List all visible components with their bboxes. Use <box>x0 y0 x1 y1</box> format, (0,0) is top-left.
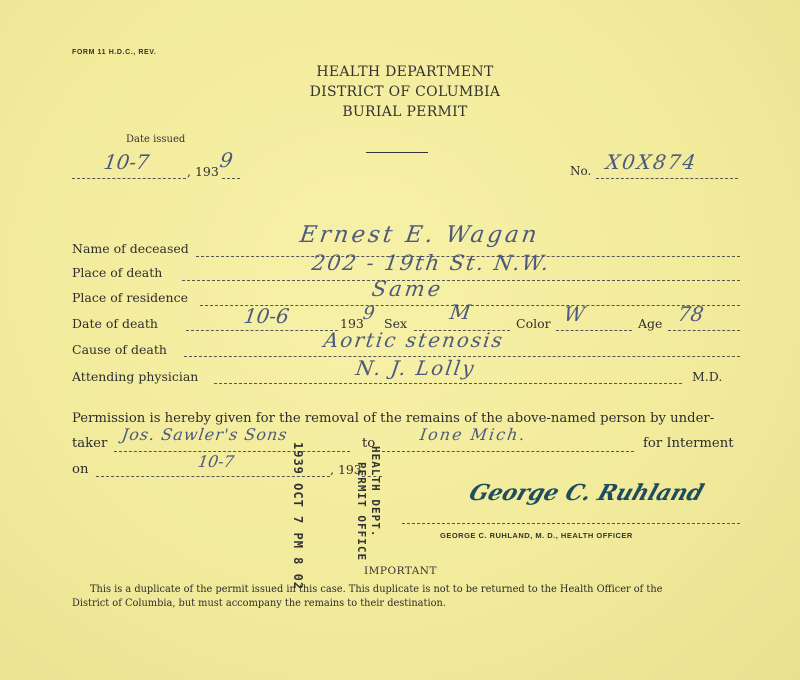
sex-value: M <box>448 300 473 324</box>
date-of-death-line <box>186 330 338 331</box>
header-permit-title: BURIAL PERMIT <box>342 104 468 120</box>
header-department: HEALTH DEPARTMENT <box>316 64 494 80</box>
cause-value: Aortic stenosis <box>322 328 506 352</box>
name-value: Ernest E. Wagan <box>298 222 542 248</box>
age-label: Age <box>638 316 663 331</box>
permit-number-value: X0X874 <box>604 150 700 174</box>
permit-number-label: No. <box>570 164 592 178</box>
header-divider <box>366 152 428 153</box>
permit-number-line <box>596 178 738 179</box>
color-value: W <box>562 302 587 326</box>
place-of-death-label: Place of death <box>72 265 163 280</box>
place-of-death-line <box>182 280 740 281</box>
undertaker-label: taker <box>72 436 108 451</box>
stamp-office-line-2: PERMIT OFFICE <box>355 462 368 562</box>
physician-line <box>214 383 682 384</box>
important-line-2: District of Columbia, but must accompany the remains to their destination. <box>72 598 446 609</box>
age-value: 78 <box>676 302 706 326</box>
name-label: Name of deceased <box>72 241 189 256</box>
date-of-death-year-hand: 9 <box>361 303 376 324</box>
on-label: on <box>72 462 89 477</box>
officer-title: GEORGE C. RUHLAND, M. D., HEALTH OFFICER <box>440 531 633 540</box>
date-of-death-year: 193 <box>340 316 364 331</box>
date-issued-year-line <box>222 178 240 179</box>
cause-label: Cause of death <box>72 342 167 357</box>
age-line <box>668 330 740 331</box>
date-of-death-label: Date of death <box>72 316 158 331</box>
stamp-office-line-1: HEALTH DEPT. <box>369 446 382 538</box>
date-issued-year-prefix: , 193 <box>187 164 219 179</box>
color-line <box>556 330 632 331</box>
color-label: Color <box>516 316 551 331</box>
important-heading: IMPORTANT <box>364 565 437 577</box>
signature-line <box>402 523 740 524</box>
physician-value: N. J. Lolly <box>354 356 478 380</box>
physician-label: Attending physician <box>72 369 199 384</box>
residence-value: Same <box>370 277 445 301</box>
place-of-death-value: 202 - 19th St. N.W. <box>310 251 553 275</box>
stamp-date: 1939 OCT 7 PM 8 02 <box>291 442 305 591</box>
date-of-death-value: 10-6 <box>242 304 291 328</box>
date-issued-label: Date issued <box>126 134 186 145</box>
to-label: to <box>362 436 376 451</box>
important-line-1: This is a duplicate of the permit issued in this case. This duplicate is not to be returned to the Health Officer of the <box>90 584 663 595</box>
date-issued-line <box>72 178 186 179</box>
sex-label: Sex <box>384 316 408 331</box>
permission-line-1: Permission is hereby given for the removal of the remains of the above-named person by under- <box>72 411 715 426</box>
form-id: FORM 11 H.D.C., REV. <box>72 49 157 56</box>
interment-label: for Interment <box>643 436 734 451</box>
date-issued-value: 10-7 <box>102 150 151 174</box>
residence-label: Place of residence <box>72 290 188 305</box>
physician-suffix: M.D. <box>692 369 723 384</box>
officer-signature: George C. Ruhland <box>465 480 708 506</box>
undertaker-value: Jos. Sawler's Sons <box>120 425 290 444</box>
on-value: 10-7 <box>196 452 236 471</box>
destination-value: Ione Mich. <box>418 425 529 444</box>
date-issued-year: 9 <box>218 148 235 172</box>
header-district: DISTRICT OF COLUMBIA <box>309 84 501 100</box>
destination-line <box>382 451 634 452</box>
on-year: , 193 <box>330 462 362 477</box>
